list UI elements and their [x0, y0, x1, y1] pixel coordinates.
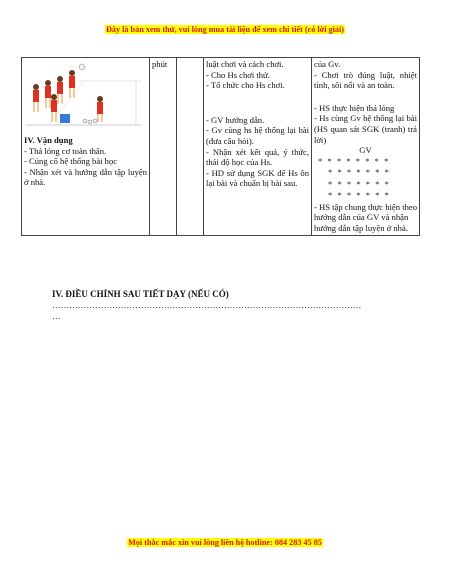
dotted-placeholder: ……………………………………………………………………………………………… [52, 300, 362, 310]
adjustment-section-title: IV. ĐIỀU CHỈNH SAU TIẾT DẠY (NẾU CÓ) [52, 289, 229, 299]
formation-row: * * * * * * * [328, 190, 391, 201]
players-picture [24, 59, 143, 129]
student-line: của Gv. [314, 59, 341, 69]
activity-cell [22, 58, 150, 236]
dotted-placeholder-end: … [52, 311, 61, 321]
student-closing-line: - HS tập chung thực hiện theo hướng dẫn của GV và nhận hướng dẫn tập luyện ở nhà. [314, 201, 417, 233]
student-line: - HS thực hiện thả lỏng [314, 102, 395, 113]
formation-row: * * * * * * * [328, 178, 391, 189]
teacher-line: - Nhận xét kết quả, ý thức, thái độ học của Hs. [206, 146, 309, 168]
student-activity-cell [312, 58, 420, 236]
teacher-line: - Gv cùng hs hệ thống lại bài (đưa câu hỏi). [206, 125, 309, 146]
table-row [22, 58, 420, 236]
activity-line: - Củng cố hệ thống bài học [24, 156, 118, 167]
activity-line: - Nhận xét và hướng dẫn tập luyện ở nhà. [24, 166, 147, 188]
student-line: - Chơi trò đúng luật, nhiệt tình, sôi nổi và an toàn. [314, 69, 417, 91]
teacher-line: - Cho Hs chơi thử. [206, 69, 270, 80]
activity-heading: IV. Vận dụng [24, 135, 73, 145]
teacher-position-label: GV [359, 145, 372, 156]
teacher-activity-cell [204, 58, 312, 236]
teacher-line: - GV hướng dẫn. [206, 114, 265, 125]
adjustment-dotted-line [52, 300, 397, 322]
relay-game-illustration [24, 59, 147, 129]
preview-banner [0, 25, 450, 35]
time-cell [150, 58, 177, 236]
teacher-line: - HD sử dụng SGK để Hs ôn lại bài và chuẩn bị bài sau. [206, 167, 309, 189]
teacher-line: - Tổ chức cho Hs chơi. [206, 80, 285, 91]
time-unit: phút [152, 59, 168, 69]
preview-banner-text: Đây là bản xem thử, vui lòng mua tài liệu để xem chi tiết (có lời giải) [105, 25, 344, 34]
student-line: - Hs cùng Gv hệ thống lại bài (HS quan sát SGK (tranh) trả lời) [314, 113, 417, 145]
formation-row: * * * * * * * * [318, 155, 390, 166]
activity-line: - Thả lỏng cơ toàn thân. [24, 145, 107, 156]
dosage-cell [177, 58, 204, 236]
formation-row: * * * * * * * [328, 167, 391, 178]
hotline-banner [0, 538, 450, 548]
lesson-table [21, 57, 420, 236]
teacher-line: luật chơi và cách chơi. [206, 59, 284, 69]
hotline-banner-text: Mọi thắc mắc xin vui lòng liên hệ hotline: 084 283 45 85 [128, 538, 322, 547]
